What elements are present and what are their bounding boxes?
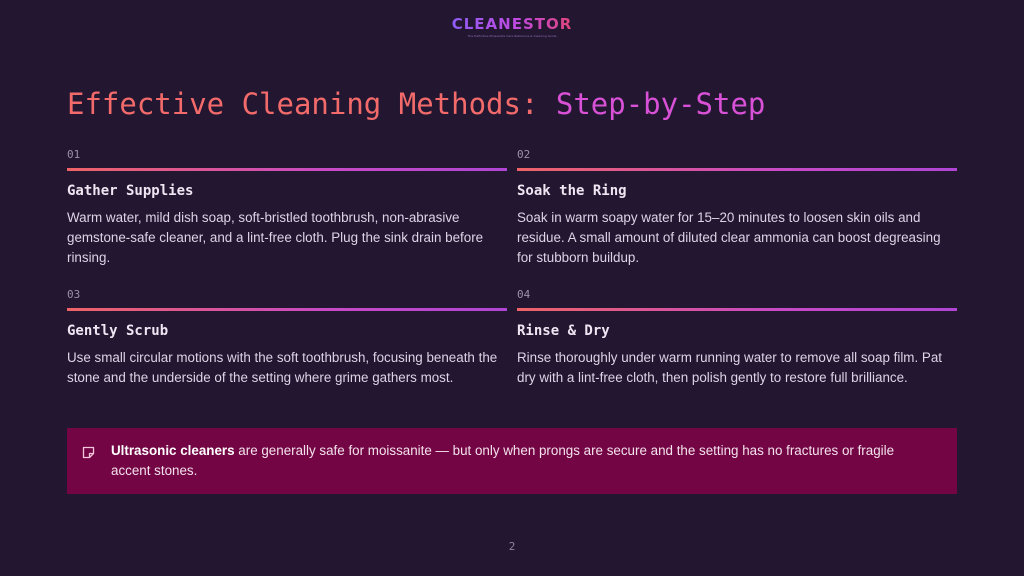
logo-tagline: The Definitive Moissanite Care Reference & Cleaning Guide (467, 34, 557, 38)
brand-logo (0, 14, 1024, 38)
note-icon (82, 446, 95, 459)
step-divider (517, 168, 957, 171)
logo-wordmark: CLEANESTOR (451, 15, 573, 33)
callout-body: are generally safe for moissanite — but only when prongs are secure and the setting has no fractures or fragile accent stones. (111, 443, 895, 478)
step-description: Use small circular motions with the soft toothbrush, focusing beneath the stone and the underside of the setting where grime gathers most. (67, 350, 498, 385)
step-title: Rinse & Dry (517, 323, 610, 339)
step-number: 01 (67, 148, 81, 161)
step-title: Gently Scrub (67, 323, 169, 339)
step-divider (67, 308, 507, 311)
step-card-2 (517, 148, 957, 268)
step-description: Warm water, mild dish soap, soft-bristled toothbrush, non-abrasive gemstone-safe cleaner, and a lint-free cloth. Plug the sink drain before rinsing. (67, 210, 484, 265)
step-number: 04 (517, 288, 531, 301)
step-card-4 (517, 288, 957, 388)
step-description: Soak in warm soapy water for 15–20 minutes to loosen skin oils and residue. A small amount of diluted clear ammonia can boost degreasing for stubborn buildup. (517, 210, 941, 265)
callout-text (111, 441, 927, 481)
step-divider (67, 168, 507, 171)
slide-title-part1: Effective Cleaning Methods: (67, 87, 539, 121)
slide-title-part2: Step-by-Step (555, 87, 766, 121)
page-number: 2 (508, 540, 516, 553)
slide-title (67, 84, 765, 124)
ultrasonic-callout (67, 428, 957, 494)
step-title: Gather Supplies (67, 183, 194, 199)
step-card-3 (67, 288, 507, 388)
step-description: Rinse thoroughly under warm running water to remove all soap film. Pat dry with a lint-free cloth, then polish gently to restore full brilliance. (517, 350, 942, 385)
callout-emphasis: Ultrasonic cleaners (111, 443, 235, 458)
step-divider (517, 308, 957, 311)
step-card-1 (67, 148, 507, 268)
step-number: 03 (67, 288, 81, 301)
step-number: 02 (517, 148, 531, 161)
step-title: Soak the Ring (517, 183, 627, 199)
